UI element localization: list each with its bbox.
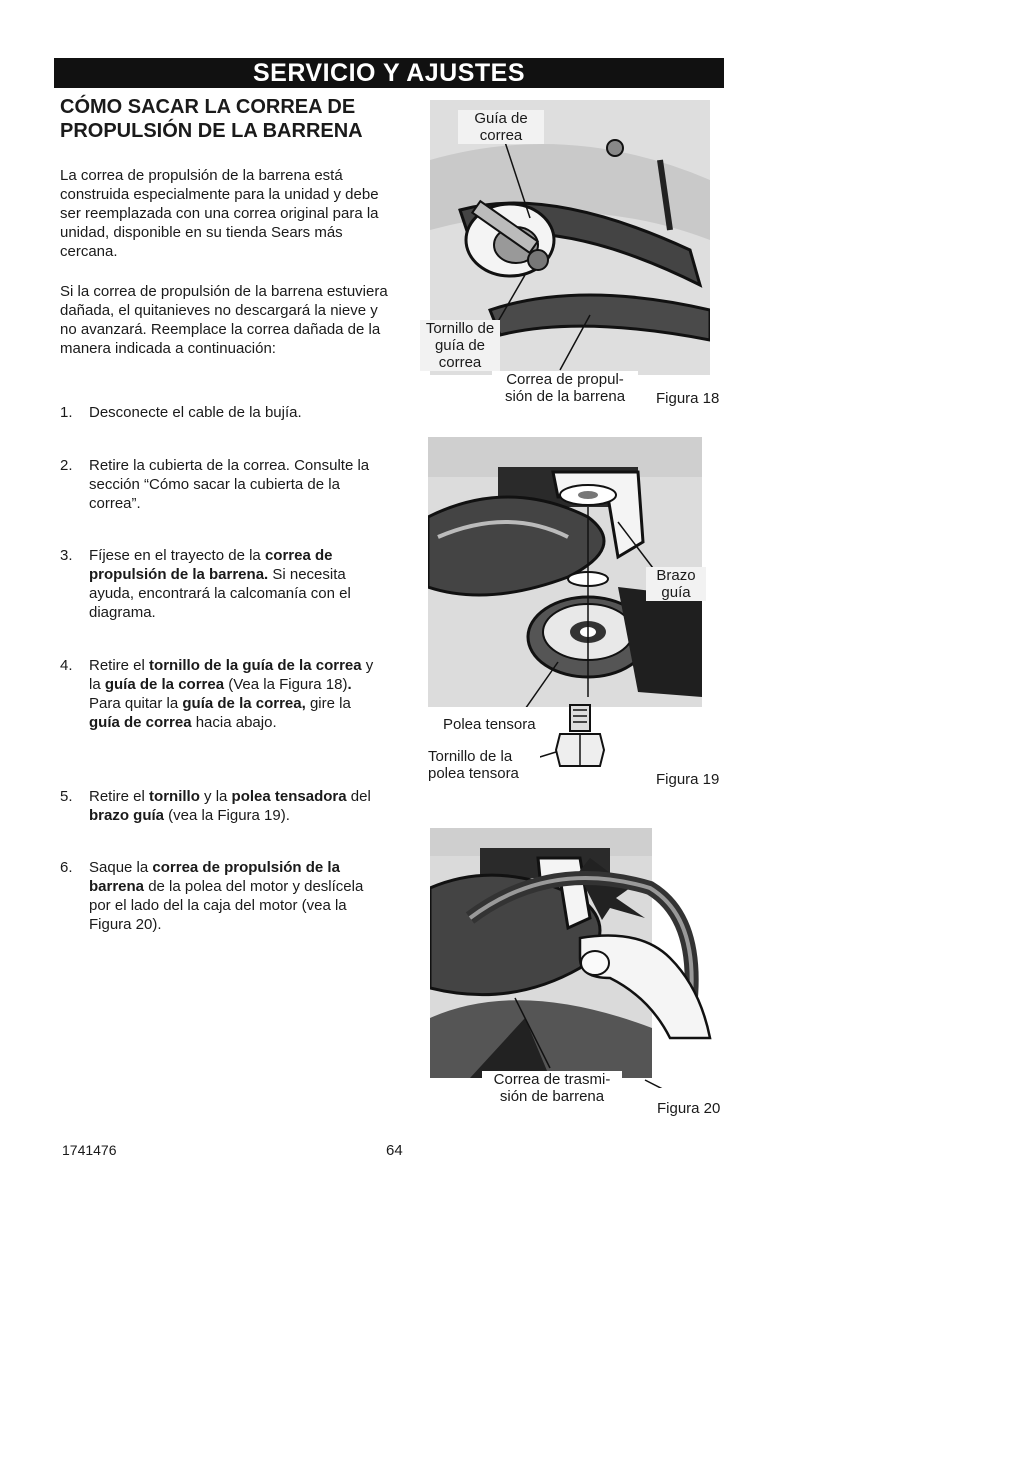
step-text-run: Retire el (89, 657, 150, 674)
label-line: polea tensora (428, 765, 519, 782)
step-text-run: de la polea del motor y deslícela por el lado del la caja del motor (vea la Figura 20). (89, 878, 364, 933)
label-belt-guide-bolt (420, 320, 500, 371)
bold-term: tornillo de la guía de la correa (149, 657, 362, 674)
label-line: Tornillo de la (428, 748, 513, 765)
label-line: sión de barrena (499, 1088, 605, 1105)
step-text-run: Para quitar la (89, 695, 183, 712)
label-line: Correa de propul- (506, 371, 624, 388)
label-line: Guía de (474, 110, 528, 127)
step-text-run: Saque la (89, 859, 153, 876)
step-text (89, 656, 379, 732)
label-line: guía de (434, 337, 486, 354)
warning-paragraph: Si la correa de propulsión de la barrena estuviera dañada, el quitanieves no descargará la nieve y no avanzará. Reemplace la correa dañada de la manera indicada a continuación: (60, 283, 388, 357)
label-line: correa (479, 127, 523, 144)
label-line: Brazo (656, 567, 696, 584)
page-number: 64 (386, 1142, 403, 1159)
page-title (60, 95, 420, 143)
step-text-run: gire la (305, 695, 351, 712)
figure-20-caption: Figura 20 (657, 1100, 721, 1117)
step-text-run: Si necesita ayuda, encontrará la calcomanía con el diagrama. (89, 566, 351, 621)
step-text-run: (vea la Figura 19). (164, 807, 290, 824)
figure-18-caption: Figura 18 (656, 390, 720, 407)
title-line-2: PROPULSIÓN DE LA BARRENA (60, 120, 363, 142)
step-text-run: Retire el (89, 788, 150, 805)
step-text-run: y la (89, 657, 374, 693)
label-guide-arm (646, 567, 706, 601)
bold-term: guía de la correa, (182, 695, 306, 712)
step-text-run: Fíjese en el trayecto de la (89, 547, 265, 564)
step-text-run: y la (199, 788, 232, 805)
figure-19-caption: Figura 19 (656, 771, 720, 788)
label-line: Correa de trasmi- (493, 1071, 611, 1088)
step-number: 6. (60, 859, 73, 876)
step-number: 5. (60, 788, 73, 805)
intro-paragraph: La correa de propulsión de la barrena está construida especialmente para la unidad y debe ser reemplazada con una correa original para la unidad, disponible en su tienda Sears más cercana. (60, 167, 379, 260)
title-line-1: CÓMO SACAR LA CORREA DE (60, 96, 356, 118)
step-text-run: (Vea la Figura 18) (224, 676, 348, 693)
label-idler-pulley: Polea tensora (443, 716, 553, 733)
figure-20-illustration (430, 828, 652, 1078)
step-text (89, 546, 379, 622)
label-line: sión de la barrena (504, 388, 626, 405)
bold-term: . (347, 676, 352, 693)
step-text-run: Retire la cubierta de la correa. Consulte la sección “Cómo sacar la cubierta de la correa”. (89, 457, 370, 512)
label-belt-guide (458, 110, 544, 144)
label-line: correa (438, 354, 482, 371)
step-number: 1. (60, 404, 73, 421)
step-text-run: del (346, 788, 371, 805)
label-auger-drive-belt (492, 371, 638, 405)
step-number: 4. (60, 657, 73, 674)
label-line: guía (661, 584, 691, 601)
step-text (89, 858, 379, 934)
bold-term: guía de correa (89, 714, 192, 731)
label-line: Tornillo de (425, 320, 495, 337)
step-number: 2. (60, 457, 73, 474)
idler-bolt-icon (540, 700, 620, 780)
step-text (89, 403, 379, 422)
step-number: 3. (60, 547, 73, 564)
belt-removal-drawing (430, 828, 730, 1088)
step-text-run: Desconecte el cable de la bujía. (89, 404, 302, 421)
step-text (89, 456, 379, 513)
bold-term: polea tensadora (231, 788, 347, 805)
bold-term: brazo guía (89, 807, 165, 824)
step-text (89, 787, 379, 825)
bold-term: tornillo (149, 788, 200, 805)
label-auger-transmission-belt (482, 1071, 622, 1105)
bold-term: correa de propulsión de la barrena. (89, 547, 333, 583)
label-idler-bolt (428, 748, 538, 782)
bold-term: guía de la correa (104, 676, 225, 693)
bold-term: correa de propulsión de la barrena (89, 859, 340, 895)
step-text-run: hacia abajo. (191, 714, 277, 731)
document-number: 1741476 (62, 1142, 117, 1158)
section-banner: SERVICIO Y AJUSTES (54, 58, 724, 88)
